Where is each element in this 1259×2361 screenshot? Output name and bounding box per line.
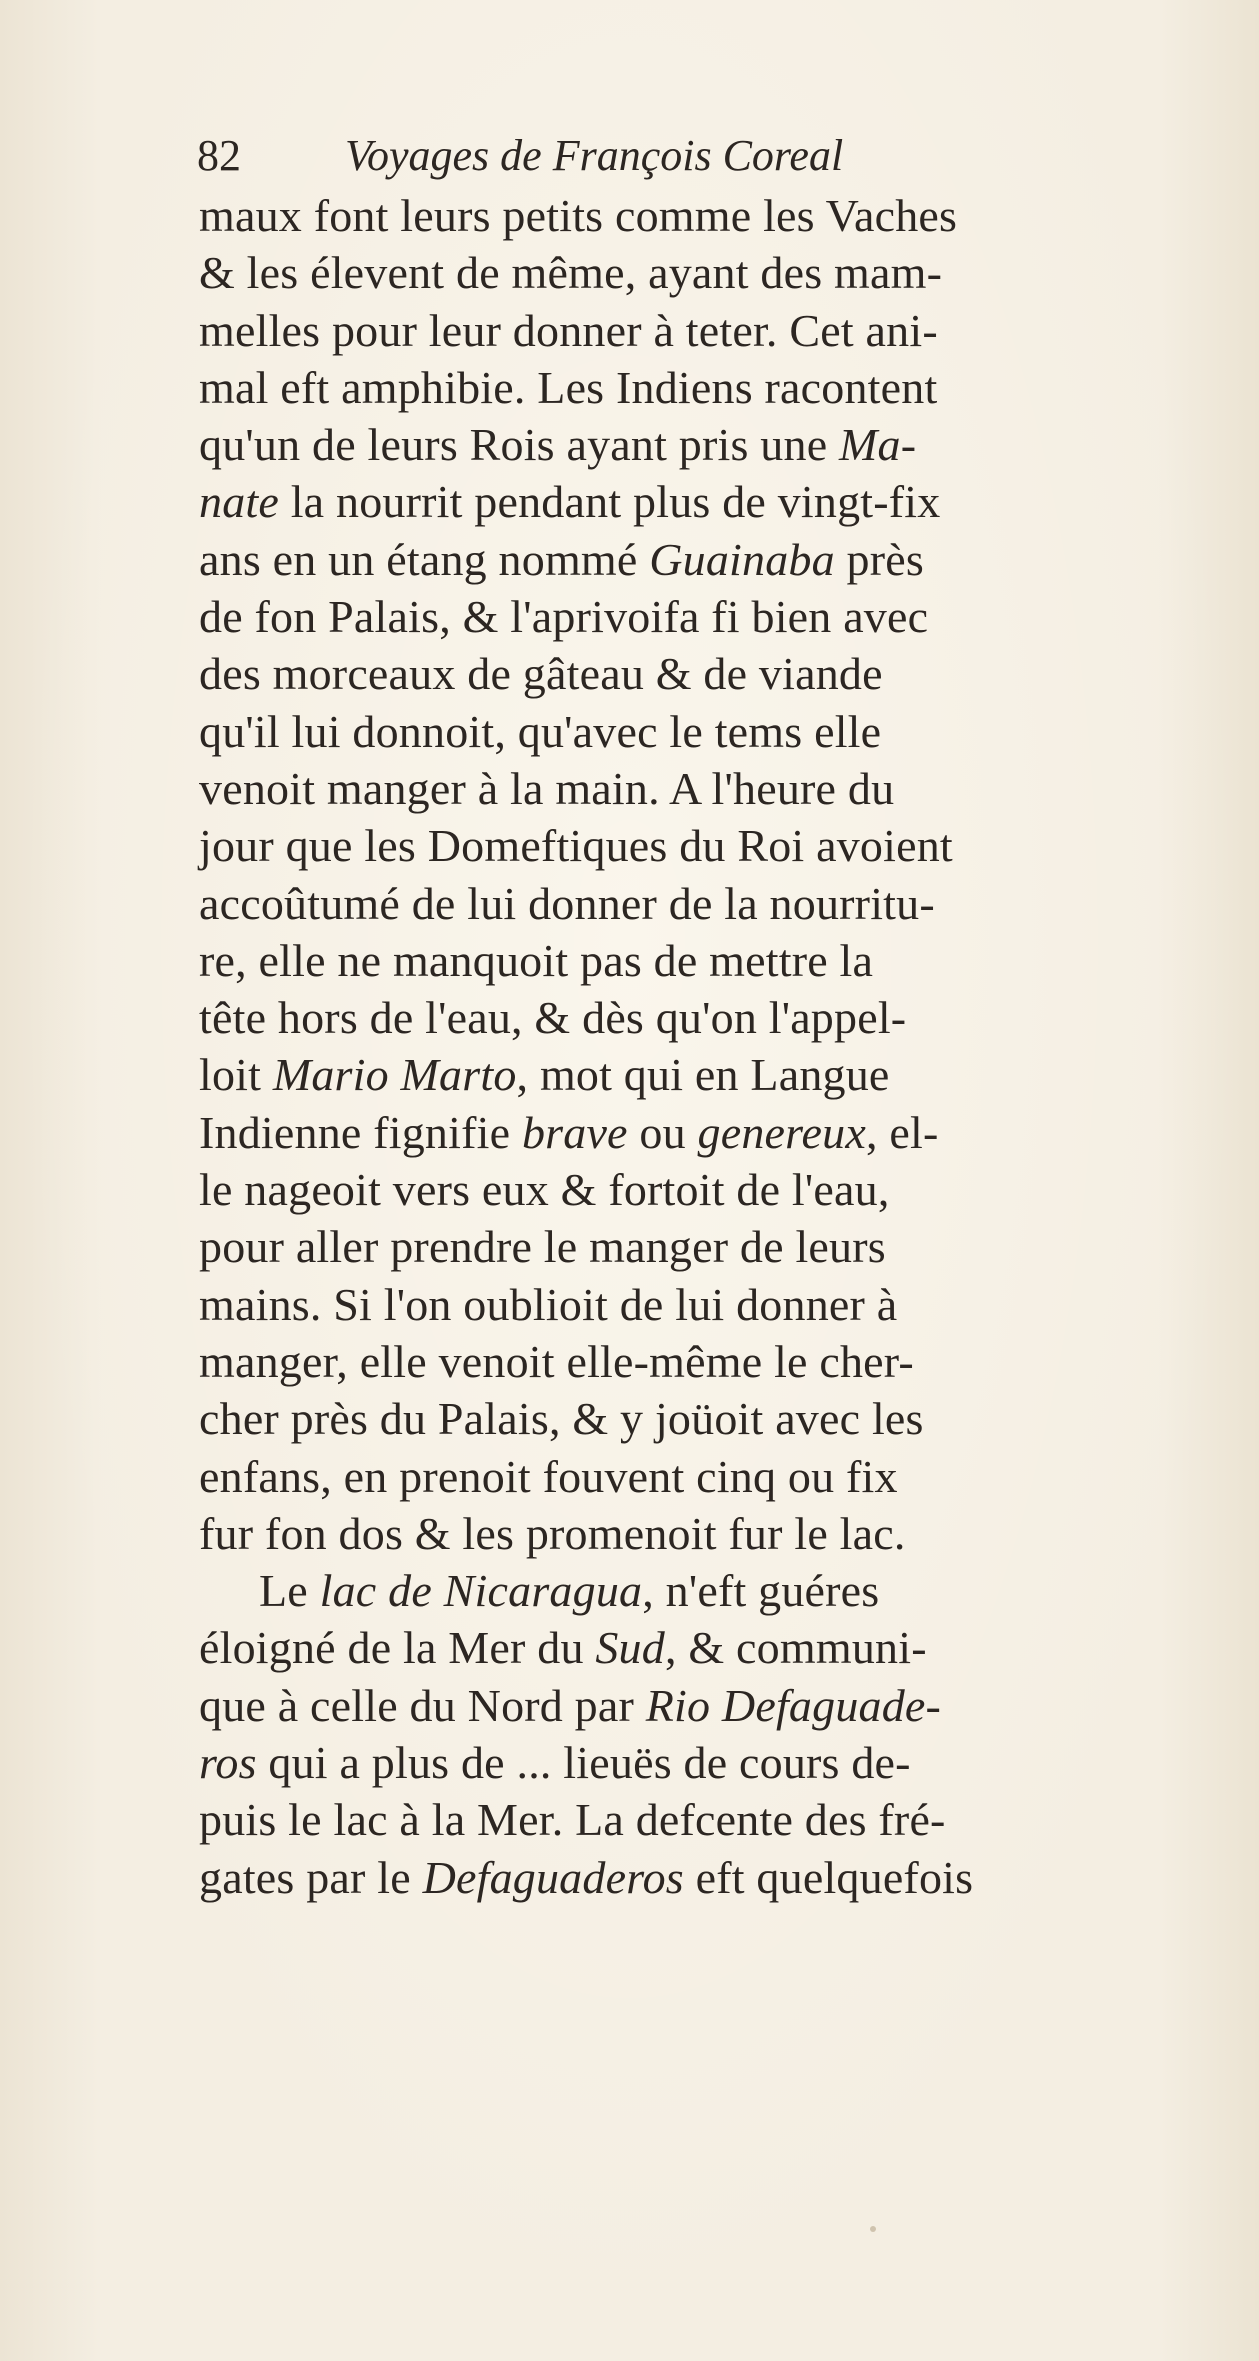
- text-line: des morceaux de gâteau & de viande: [199, 648, 883, 700]
- text-line: venoit manger à la main. A l'heure du: [199, 762, 895, 814]
- text-line: ans en un étang nommé Guainaba près: [199, 533, 924, 585]
- text-line: qu'il lui donnoit, qu'avec le tems elle: [199, 705, 882, 757]
- text-line: ros qui a plus de ... lieuës de cours de-: [199, 1737, 911, 1789]
- text-line: accoûtumé de lui donner de la nourritu-: [199, 877, 935, 929]
- text-line: que à celle du Nord par Rio Defaguade-: [199, 1679, 942, 1731]
- text-line: re, elle ne manquoit pas de mettre la: [199, 934, 874, 986]
- text-line: Indienne fignifie brave ou genereux, el-: [199, 1106, 939, 1158]
- text-line: pour aller prendre le manger de leurs: [199, 1221, 886, 1273]
- page-header: [197, 126, 1057, 186]
- text-line: melles pour leur donner à teter. Cet ani-: [199, 304, 938, 356]
- text-line: mains. Si l'on oublioit de lui donner à: [199, 1278, 898, 1330]
- text-line: puis le lac à la Mer. La defcente des fré-: [199, 1794, 946, 1846]
- body-text: [199, 187, 1189, 1906]
- running-title: Voyages de François Coreal: [345, 131, 844, 180]
- text-line: maux font leurs petits comme les Vaches: [199, 190, 958, 241]
- text-line: le nageoit vers eux & fortoit de l'eau,: [199, 1164, 890, 1216]
- text-line: enfans, en prenoit fouvent cinq ou fix: [199, 1450, 898, 1502]
- text-line: manger, elle venoit elle-même le cher-: [199, 1335, 914, 1387]
- text-line: loit Mario Marto, mot qui en Langue: [199, 1049, 890, 1101]
- text-line: qu'un de leurs Rois ayant pris une Ma-: [199, 419, 917, 471]
- text-line: tête hors de l'eau, & dès qu'on l'appel-: [199, 992, 907, 1044]
- text-line: éloigné de la Mer du Sud, & communi-: [199, 1622, 927, 1674]
- page-number: 82: [197, 131, 241, 180]
- text-line: gates par le Defaguaderos eft quelquefois: [199, 1851, 974, 1903]
- text-line: cher près du Palais, & y joüoit avec les: [199, 1393, 924, 1445]
- text-line: mal eft amphibie. Les Indiens racontent: [199, 361, 938, 413]
- text-line: & les élevent de même, ayant des mam-: [199, 247, 943, 299]
- paragraph-start-line: Le lac de Nicaragua, n'eft guéres: [259, 1565, 880, 1617]
- text-line: nate la nourrit pendant plus de vingt-fix: [199, 476, 941, 528]
- paper-speck: [870, 2226, 876, 2232]
- text-line: fur fon dos & les promenoit fur le lac.: [199, 1507, 906, 1559]
- text-line: de fon Palais, & l'aprivoifa fi bien avec: [199, 591, 929, 643]
- text-line: jour que les Domeftiques du Roi avoient: [199, 820, 953, 872]
